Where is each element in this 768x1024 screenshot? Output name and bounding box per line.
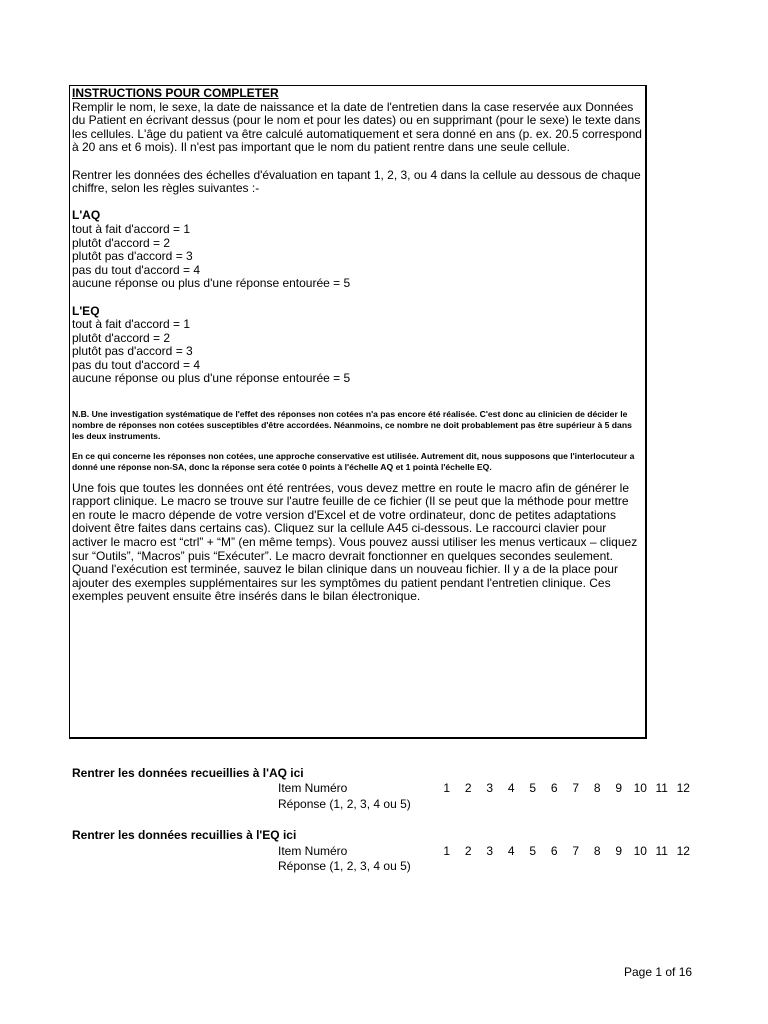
aq-scale-line: tout à fait d'accord = 1 [72,221,191,236]
eq-item-number: 9 [615,844,623,858]
eq-item-number: 10 [633,844,647,858]
aq-scale-line: plutôt d'accord = 2 [72,235,171,250]
aq-scale-heading: L'AQ [72,208,101,223]
aq-item-number: 7 [572,781,580,795]
eq-item-number: 3 [486,844,494,858]
aq-item-number: 6 [550,781,558,795]
eq-item-number: 7 [572,844,580,858]
aq-item-number: 8 [593,781,601,795]
aq-item-number: 2 [464,781,472,795]
instructions-box [69,85,647,739]
eq-item-number: 1 [443,844,451,858]
page-number: Page 1 of 16 [624,965,693,979]
eq-scale-heading: L'EQ [72,303,100,318]
aq-section-title: Rentrer les données recueillies à l'AQ ici [72,766,304,780]
aq-item-number: 12 [676,781,690,795]
instructions-paragraph-3: Une fois que toutes les données ont été rentrées, vous devez mettre en route le macro afin de générer le rapport clinique. Le macro se trouve sur l'autre feuille de ce fichier (Il se peut que la méthode pour mettre en route le macro dépende de votre version d'Excel et de votre ordinateur, donc de petites adaptations doivent être faites dans certains cas). Cliquez sur la cellule A45 ci-dessous. Le raccourci clavier pour activer le macro est “ctrl” + “M” (en même temps). Vous pouvez aussi utiliser les menus verticaux – cliquez sur “Outils”, “Macros” puis “Exécuter”. Le macro devrait fonctionner en quelques secondes seulement. Quand l'exécution est terminée, sauvez le bilan clinique dans un nouveau fichier. Il y a de la place pour ajouter des exemples supplémentaires sur les symptômes du patient pendant l'entretien clinique. Ces exemples peuvent ensuite être insérés dans le bilan électronique. [72,480,638,604]
eq-item-number-label: Item Numéro [278,844,348,858]
instructions-title: INSTRUCTIONS POUR COMPLETER [72,86,279,100]
eq-scale-line: pas du tout d'accord = 4 [72,357,201,372]
instructions-paragraph-2: Rentrer les données des échelles d'évaluation en tapant 1, 2, 3, ou 4 dans la cellule au dessous de chaque chiffre, selon les règles suivantes :- [72,167,641,196]
aq-item-number: 9 [615,781,623,795]
eq-item-number: 12 [676,844,690,858]
aq-item-number-label: Item Numéro [278,781,348,795]
eq-scale-line: aucune réponse ou plus d'une réponse entourée = 5 [72,371,351,386]
aq-item-number: 10 [633,781,647,795]
aq-scale-line: aucune réponse ou plus d'une réponse entourée = 5 [72,276,351,291]
aq-item-number: 5 [529,781,537,795]
eq-item-number: 2 [464,844,472,858]
aq-item-number: 11 [655,781,668,795]
eq-item-number: 11 [655,844,668,858]
aq-scale-line: pas du tout d'accord = 4 [72,262,201,277]
aq-item-number: 1 [443,781,451,795]
eq-scale-line: plutôt pas d'accord = 3 [72,344,193,359]
nb-note-2: En ce qui concerne les réponses non cotées, une approche conservative est utilisée. Autrement dit, nous supposons que l'interlocuteur a donné une réponse non-SA, donc la réponse sera cotée 0 points à l'échelle AQ et 1 pointà l'échelle EQ. [72,450,635,472]
eq-item-number: 5 [529,844,537,858]
eq-scale-line: plutôt d'accord = 2 [72,330,171,345]
eq-section-title: Rentrer les données recuillies à l'EQ ici [72,828,297,842]
eq-item-number: 4 [507,844,515,858]
eq-item-number: 8 [593,844,601,858]
aq-item-number: 3 [486,781,494,795]
instructions-paragraph-1: Remplir le nom, le sexe, la date de naissance et la date de l'entretien dans la case reservée aux Données du Patient en écrivant dessus (pour le nom et pour les dates) ou en supprimant (pour le sexe) le texte dans les cellules. L'âge du patient va être calculé automatiquement et sera donné en ans (p. ex. 20.5 correspond à 20 ans et 6 mois). Il n'est pas important que le nom du patient rentre dans une seule cellule. [72,99,642,155]
eq-response-label: Réponse (1, 2, 3, 4 ou 5) [278,859,411,873]
aq-item-number: 4 [507,781,515,795]
eq-item-number: 6 [550,844,558,858]
eq-scale-line: tout à fait d'accord = 1 [72,317,191,332]
aq-scale-line: plutôt pas d'accord = 3 [72,249,193,264]
nb-note-1: N.B. Une investigation systématique de l'effet des réponses non cotées n'a pas encore été réalisée. C'est donc au clinicien de décider le nombre de réponses non cotées susceptibles d'être accordées. Néanmoins, ce nombre ne doit probablement pas être supérieur à 5 dans les deux instruments. [72,408,632,441]
aq-response-label: Réponse (1, 2, 3, 4 ou 5) [278,797,411,811]
